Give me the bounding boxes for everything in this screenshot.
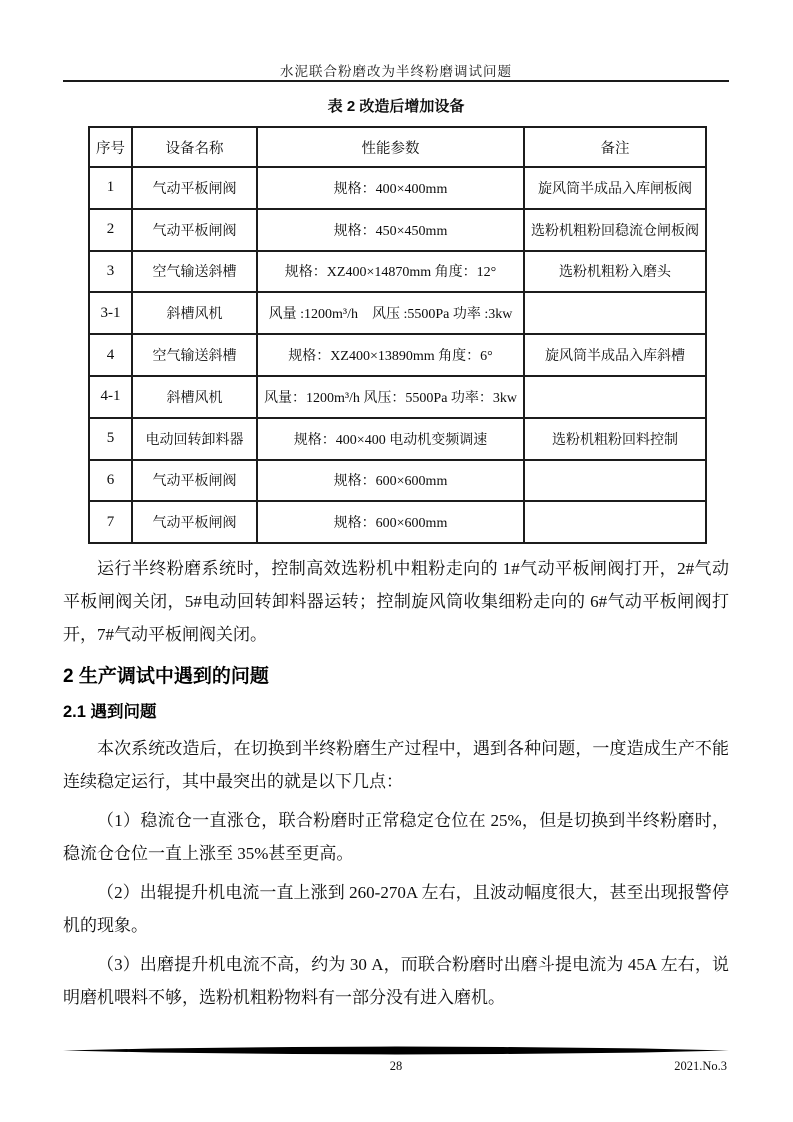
table-header-row — [89, 127, 706, 167]
cell-no: 3 — [89, 251, 132, 293]
equipment-table — [88, 126, 707, 544]
table-row — [89, 460, 706, 502]
cell-no: 7 — [89, 501, 132, 543]
cell-remark — [524, 292, 706, 334]
cell-no: 1 — [89, 167, 132, 209]
cell-remark — [524, 460, 706, 502]
running-head: 水泥联合粉磨改为半终粉磨调试问题 — [280, 64, 512, 79]
table-row — [89, 209, 706, 251]
cell-name: 气动平板闸阀 — [132, 209, 257, 251]
cell-name: 空气输送斜槽 — [132, 334, 257, 376]
col-header-name: 设备名称 — [132, 127, 257, 167]
cell-remark: 选粉机粗粉回稳流仓闸板阀 — [524, 209, 706, 251]
table-row — [89, 292, 706, 334]
paragraph-operation: 运行半终粉磨系统时，控制高效选粉机中粗粉走向的 1#气动平板闸阀打开，2#气动平板闸阀关闭，5#电动回转卸料器运转；控制旋风筒收集细粉走向的 6#气动平板闸阀打开，7#气动平板闸阀关闭。 — [63, 559, 729, 644]
cell-params: 规格：400×400 电动机变频调速 — [257, 418, 524, 460]
cell-no: 2 — [89, 209, 132, 251]
table-row — [89, 334, 706, 376]
article-body — [63, 552, 729, 1014]
cell-params: 风量：1200m³/h 风压：5500Pa 功率：3kw — [257, 376, 524, 418]
section-heading: 2 生产调试中遇到的问题 — [63, 666, 269, 687]
cell-remark: 选粉机粗粉回料控制 — [524, 418, 706, 460]
page-number: 28 — [389, 1059, 403, 1073]
problem-item-2: （2）出辊提升机电流一直上涨到 260-270A 左右，且波动幅度很大，甚至出现报警停机的现象。 — [63, 883, 729, 935]
cell-name: 电动回转卸料器 — [132, 418, 257, 460]
cell-params: 风量 :1200m³/h 风压 :5500Pa 功率 :3kw — [257, 292, 524, 334]
cell-params: 规格：400×400mm — [257, 167, 524, 209]
table-row — [89, 501, 706, 543]
table-row — [89, 418, 706, 460]
cell-no: 4 — [89, 334, 132, 376]
subsection-heading: 2.1 遇到问题 — [63, 703, 157, 721]
cell-params: 规格：600×600mm — [257, 460, 524, 502]
cell-remark — [524, 376, 706, 418]
col-header-no: 序号 — [89, 127, 132, 167]
table-row — [89, 376, 706, 418]
problem-item-1: （1）稳流仓一直涨仓，联合粉磨时正常稳定仓位在 25%，但是切换到半终粉磨时，稳流仓仓位一直上涨至 35%甚至更高。 — [63, 811, 729, 863]
footer-rule — [63, 1046, 729, 1055]
col-header-params: 性能参数 — [257, 127, 524, 167]
cell-remark: 旋风筒半成品入库斜槽 — [524, 334, 706, 376]
paragraph-intro: 本次系统改造后，在切换到半终粉磨生产过程中，遇到各种问题，一度造成生产不能连续稳定运行，其中最突出的就是以下几点： — [63, 739, 729, 791]
cell-name: 气动平板闸阀 — [132, 460, 257, 502]
footer — [63, 1059, 729, 1077]
issue-number: 2021.No.3 — [674, 1059, 727, 1073]
cell-name: 空气输送斜槽 — [132, 251, 257, 293]
cell-name: 气动平板闸阀 — [132, 167, 257, 209]
header-rule — [63, 80, 729, 82]
cell-params: 规格：XZ400×13890mm 角度：6° — [257, 334, 524, 376]
cell-no: 3-1 — [89, 292, 132, 334]
cell-params: 规格：XZ400×14870mm 角度：12° — [257, 251, 524, 293]
col-header-remark: 备注 — [524, 127, 706, 167]
table-caption: 表 2 改造后增加设备 — [327, 98, 465, 115]
table-row — [89, 251, 706, 293]
cell-name: 斜槽风机 — [132, 292, 257, 334]
cell-remark: 旋风筒半成品入库闸板阀 — [524, 167, 706, 209]
cell-params: 规格：450×450mm — [257, 209, 524, 251]
cell-remark — [524, 501, 706, 543]
cell-params: 规格：600×600mm — [257, 501, 524, 543]
cell-name: 气动平板闸阀 — [132, 501, 257, 543]
cell-name: 斜槽风机 — [132, 376, 257, 418]
cell-no: 6 — [89, 460, 132, 502]
cell-no: 4-1 — [89, 376, 132, 418]
table-row — [89, 167, 706, 209]
cell-no: 5 — [89, 418, 132, 460]
problem-item-3: （3）出磨提升机电流不高，约为 30 A，而联合粉磨时出磨斗提电流为 45A 左右，说明磨机喂料不够，选粉机粗粉物料有一部分没有进入磨机。 — [63, 955, 729, 1007]
cell-remark: 选粉机粗粉入磨头 — [524, 251, 706, 293]
